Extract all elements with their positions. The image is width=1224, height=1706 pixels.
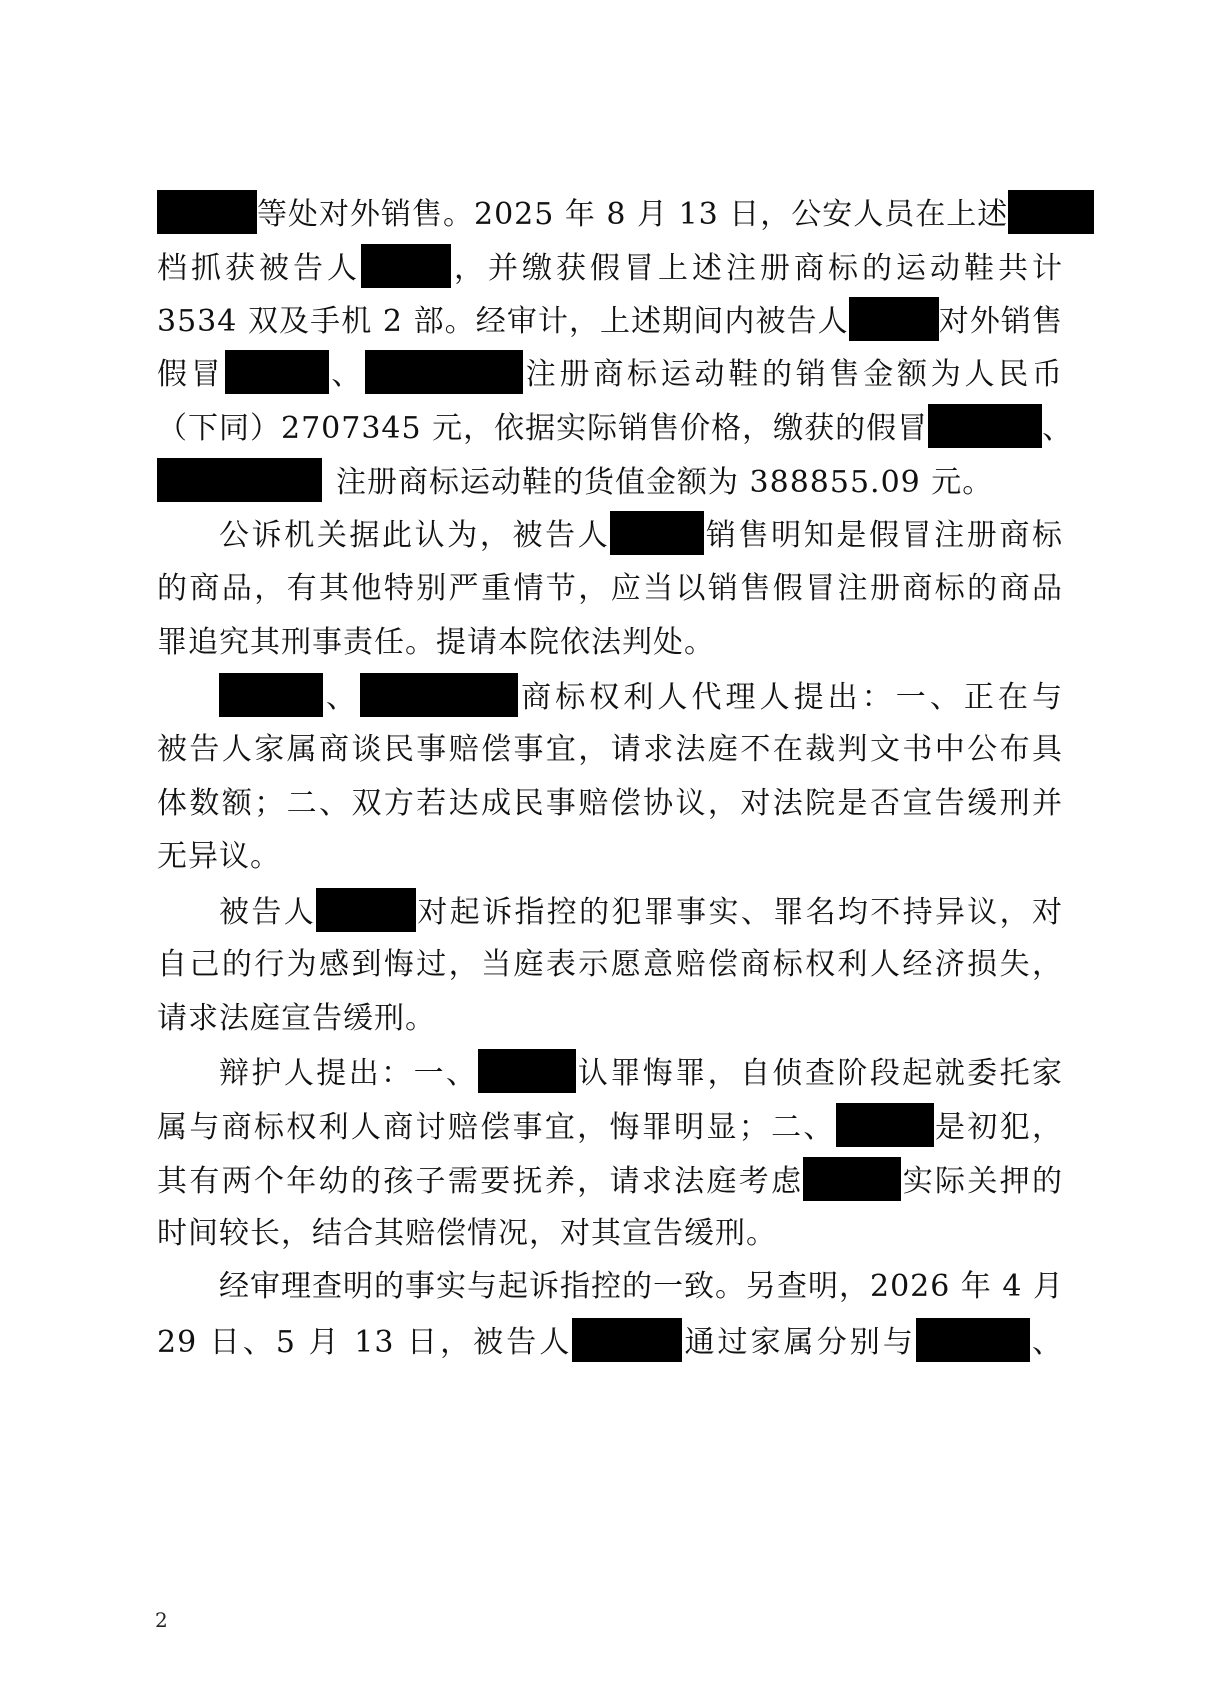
text-span: 档抓获被告人 [157, 251, 361, 286]
text-span: 请求法庭宣告缓刑。 [157, 1001, 436, 1036]
page-number: 2 [155, 1608, 168, 1632]
redaction-block [916, 1318, 1030, 1362]
redaction-block [360, 673, 518, 717]
text-line [157, 727, 1063, 773]
redaction-block [365, 350, 523, 394]
text-span: 无异议。 [157, 839, 281, 874]
text-span: 通过家属分别与 [682, 1325, 916, 1360]
text-span: 其有两个年幼的孩子需要抚养，请求法庭考虑 [157, 1164, 804, 1199]
redaction-block [157, 458, 322, 502]
text-line [157, 1049, 1063, 1095]
text-line [157, 244, 1063, 290]
text-line [157, 458, 1063, 504]
text-span: 销售明知是假冒注册商标 [704, 518, 1064, 553]
text-line [157, 888, 1063, 934]
text-span: 商标权利人代理人提出：一、正在与 [518, 680, 1064, 715]
text-line [157, 942, 1063, 988]
text-span: 体数额；二、双方若达成民事赔偿协议，对法院是否宣告缓刑并 [157, 786, 1063, 821]
text-span: 属与商标权利人商讨赔偿事宜，悔罪明显；二、 [157, 1110, 836, 1145]
text-line [157, 190, 1063, 236]
text-line [157, 996, 1063, 1042]
text-line [157, 1264, 1063, 1310]
text-line [157, 781, 1063, 827]
text-line [157, 350, 1063, 396]
text-span: 自己的行为感到悔过，当庭表示愿意赔偿商标权利人经济损失， [157, 947, 1063, 982]
text-line [157, 297, 1063, 343]
text-line [157, 511, 1063, 557]
redaction-block [849, 297, 939, 341]
text-span: 对起诉指控的犯罪事实、罪名均不持异议，对 [416, 895, 1064, 930]
text-span: （下同）2707345 元，依据实际销售价格，缴获的假冒 [157, 411, 929, 446]
redaction-block [225, 350, 329, 394]
text-span: 经审理查明的事实与起诉指控的一致。另查明，2026 年 4 月 [219, 1269, 1065, 1304]
text-span: 实际关押的 [901, 1164, 1064, 1199]
text-line [157, 1211, 1063, 1257]
redaction-block [219, 673, 323, 717]
text-span: 认罪悔罪，自侦查阶段起就委托家 [576, 1056, 1064, 1091]
text-span: 罪追究其刑事责任。提请本院依法判处。 [157, 625, 715, 660]
redaction-block [1008, 190, 1094, 234]
text-span: 、 [323, 680, 361, 715]
text-line [157, 620, 1063, 666]
redaction-block [478, 1049, 576, 1093]
redaction-block [836, 1103, 934, 1147]
text-span: 对外销售 [938, 304, 1063, 339]
text-span: 辩护人提出：一、 [219, 1056, 479, 1091]
redaction-block [361, 244, 451, 288]
text-line [157, 404, 1074, 450]
text-span: 、 [1042, 411, 1074, 446]
text-span: ，并缴获假冒上述注册商标的运动鞋共计 [451, 251, 1063, 286]
redaction-block [316, 888, 416, 932]
text-span: 是初犯， [933, 1110, 1064, 1145]
text-span: 被告人 [219, 895, 317, 930]
text-span: 注册商标运动鞋的货值金额为 388855.09 元。 [336, 465, 994, 500]
text-span: 被告人家属商谈民事赔偿事宜，请求法庭不在裁判文书中公布具 [157, 732, 1063, 767]
text-line [157, 566, 1063, 612]
text-span: 时间较长，结合其赔偿情况，对其宣告缓刑。 [157, 1216, 777, 1251]
text-span: 、 [328, 357, 365, 392]
text-line [157, 1103, 1063, 1149]
redaction-block [572, 1318, 682, 1362]
text-span: 注册商标运动鞋的销售金额为人民币 [523, 357, 1063, 392]
text-span: 公诉机关据此认为，被告人 [219, 518, 611, 553]
text-span: 等处对外销售。2025 年 8 月 13 日，公安人员在上述 [257, 197, 1009, 232]
text-span: 、 [1029, 1325, 1064, 1360]
redaction-block [610, 511, 704, 555]
text-span: 的商品，有其他特别严重情节，应当以销售假冒注册商标的商品 [157, 571, 1063, 606]
redaction-block [928, 404, 1042, 448]
redaction-block [803, 1157, 901, 1201]
redaction-block [157, 190, 257, 234]
text-line [157, 673, 1063, 719]
text-line [157, 1157, 1063, 1203]
text-span: 假冒 [157, 357, 225, 392]
text-span: 29 日、5 月 13 日，被告人 [157, 1325, 573, 1360]
text-line [157, 1318, 1063, 1364]
text-line [157, 834, 1063, 880]
text-span: 3534 双及手机 2 部。经审计，上述期间内被告人 [157, 304, 849, 339]
